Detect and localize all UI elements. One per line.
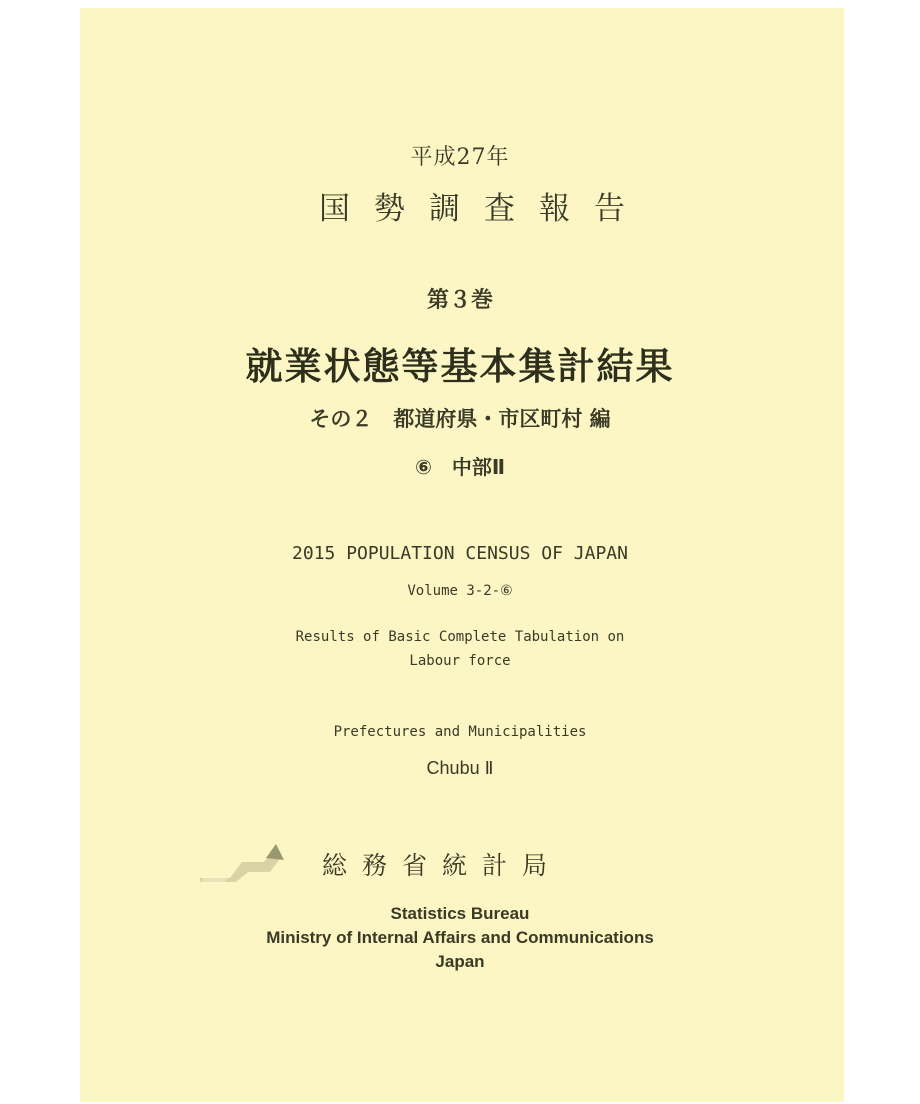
results-title-en-line2: Labour force xyxy=(409,653,511,669)
region-label: ⑥ 中部Ⅱ xyxy=(414,455,506,479)
statistics-bureau-logo-icon xyxy=(200,838,290,884)
bureau-name-jp: 総務省統計局 xyxy=(322,851,563,880)
census-title-en: 2015 POPULATION CENSUS OF JAPAN xyxy=(292,543,628,564)
year-line: 平成27年 xyxy=(410,145,510,170)
volume-label: 第３巻 xyxy=(426,288,493,313)
results-title-en-line1: Results of Basic Complete Tabulation on xyxy=(295,629,625,645)
volume-label-en: Volume 3-2-⑥ xyxy=(407,583,513,599)
region-label-en: Chubu Ⅱ xyxy=(426,758,494,778)
main-title: 就業状態等基本集計結果 xyxy=(245,345,675,388)
org-name-en-line2: Ministry of Internal Affairs and Communications xyxy=(266,928,654,947)
subtitle: その２ 都道府県・市区町村 編 xyxy=(309,407,611,431)
org-name-en-line3: Japan xyxy=(435,952,485,971)
report-title: 国勢調査報告 xyxy=(319,191,649,227)
org-name-en-line1: Statistics Bureau xyxy=(390,904,530,923)
prefectures-label-en: Prefectures and Municipalities xyxy=(333,724,587,740)
